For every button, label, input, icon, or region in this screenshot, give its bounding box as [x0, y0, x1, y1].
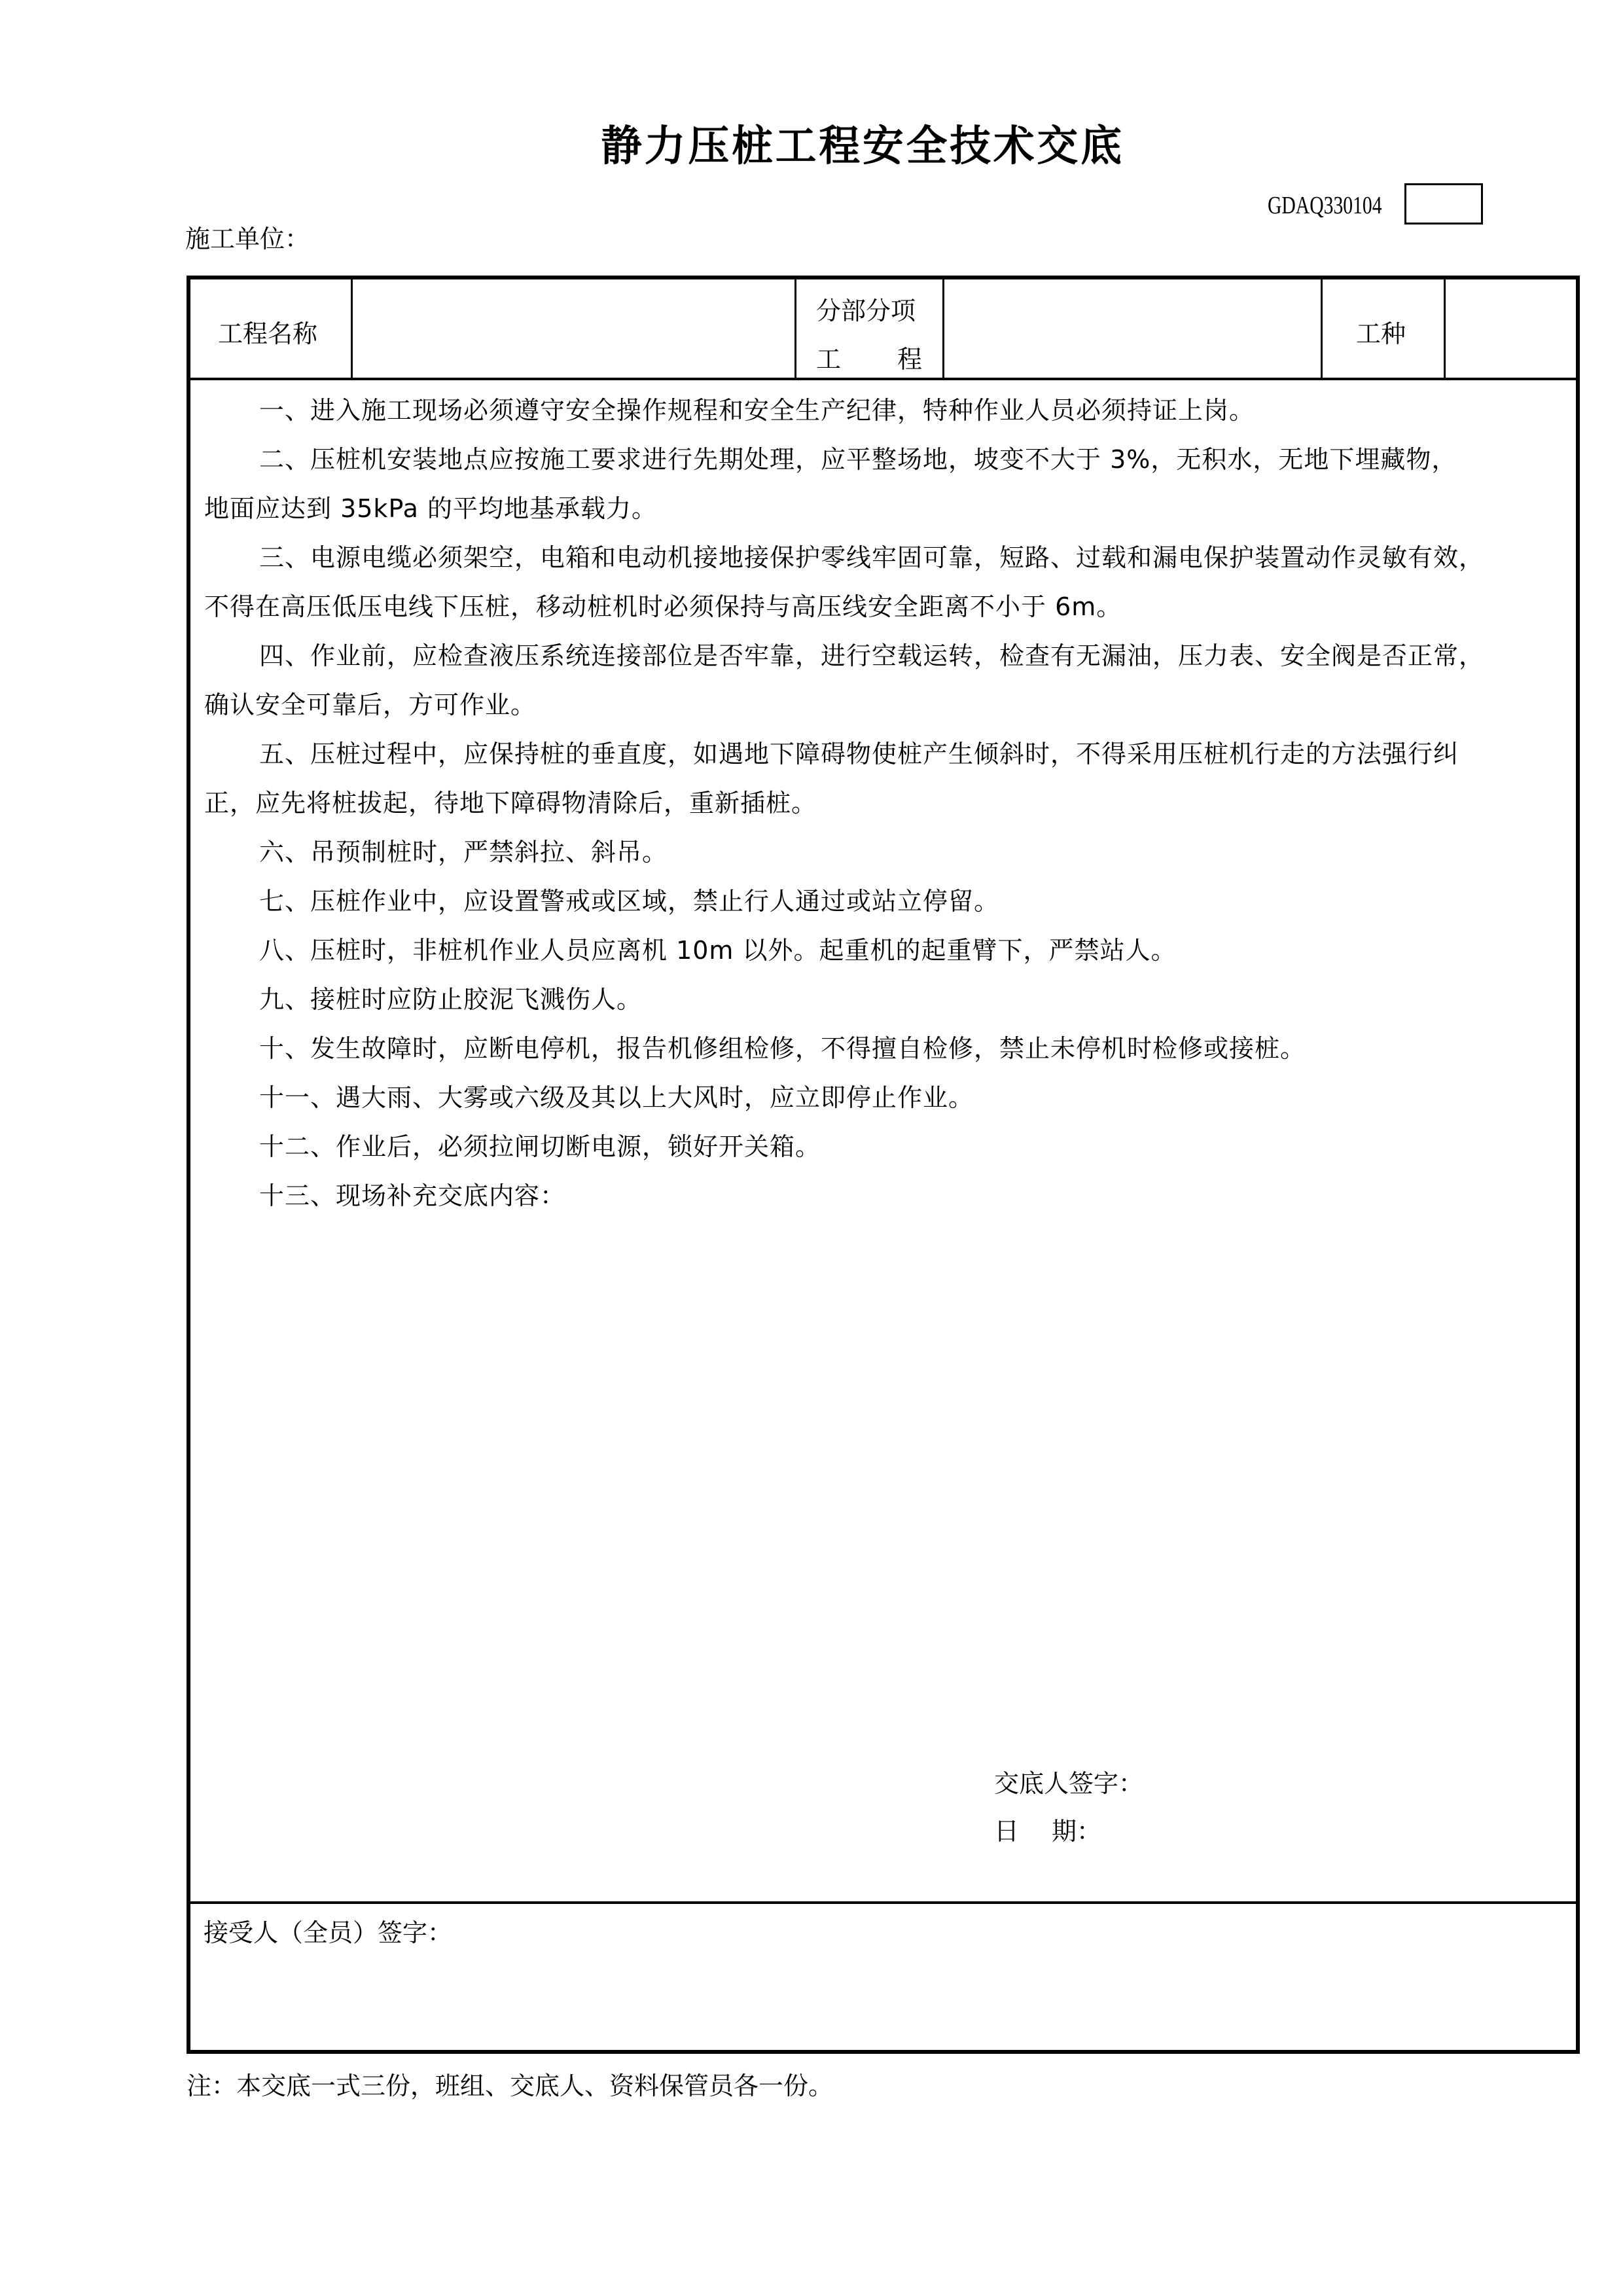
disclosure-table	[187, 276, 1580, 2054]
discloser-signature-field[interactable]	[1159, 1765, 1525, 1857]
body-line: 不得在高压低压电线下压桩，移动桩机时必须保持与高压线安全距离不小于 6m。	[204, 592, 1122, 621]
receiver-signature-field[interactable]	[204, 1955, 1558, 2040]
body-line: 地面应达到 35kPa 的平均地基承载力。	[204, 494, 658, 523]
header-divider	[794, 279, 796, 379]
body-line: 十、发生故障时，应断电停机，报告机修组检修，不得擅自检修，禁止未停机时检修或接桩。	[259, 1034, 1306, 1063]
header-divider	[351, 279, 353, 379]
body-line: 正，应先将桩拔起，待地下障碍物清除后，重新插桩。	[204, 789, 817, 817]
project-name-label: 工程名称	[218, 319, 318, 348]
discloser-signature-label: 交底人签字：	[994, 1769, 1144, 1798]
document-title: 静力压桩工程安全技术交底	[601, 122, 1124, 171]
sub-project-label-line2-right: 程	[897, 345, 923, 374]
body-line: 确认安全可靠后，方可作业。	[204, 691, 537, 719]
footer-note: 注：本交底一式三份，班组、交底人、资料保管员各一份。	[187, 2072, 834, 2100]
body-line: 五、压桩过程中，应保持桩的垂直度，如遇地下障碍物使桩产生倾斜时，不得采用压桩机行走的方法强行纠	[259, 740, 1459, 768]
body-line: 四、作业前，应检查液压系统连接部位是否牢靠，进行空载运转，检查有无漏油，压力表、安全阀是否正常，	[259, 641, 1485, 670]
body-line: 十三、现场补充交底内容：	[259, 1181, 566, 1210]
body-line: 三、电源电缆必须架空，电箱和电动机接地接保护零线牢固可靠，短路、过载和漏电保护装置动作灵敏有效，	[259, 543, 1485, 572]
body-line: 八、压桩时，非桩机作业人员应离机 10m 以外。起重机的起重臂下，严禁站人。	[259, 936, 1177, 965]
date-label-right: 期：	[1052, 1817, 1102, 1846]
body-line: 二、压桩机安装地点应按施工要求进行先期处理，应平整场地，坡变不大于 3%，无积水，无地下埋藏物，	[259, 445, 1457, 474]
header-divider	[942, 279, 944, 379]
receiver-signature-label: 接受人（全员）签字：	[204, 1918, 453, 1947]
sub-project-label-line2-left: 工	[816, 345, 842, 374]
sub-project-field[interactable]	[945, 279, 1320, 378]
body-line: 十一、遇大雨、大雾或六级及其以上大风时，应立即停止作业。	[259, 1083, 974, 1112]
body-line: 六、吊预制桩时，严禁斜拉、斜吊。	[259, 838, 668, 867]
body-line: 七、压桩作业中，应设置警戒或区域，禁止行人通过或站立停留。	[259, 887, 1000, 916]
work-type-label: 工种	[1356, 319, 1406, 348]
header-divider	[1321, 279, 1323, 379]
project-name-field[interactable]	[353, 279, 794, 378]
header-divider	[1444, 279, 1446, 379]
header-bottom-rule	[190, 378, 1576, 380]
document-code-box[interactable]	[1404, 183, 1483, 224]
work-type-field[interactable]	[1446, 279, 1576, 378]
body-line: 十二、作业后，必须拉闸切断电源，锁好开关箱。	[259, 1132, 821, 1161]
construction-unit-label: 施工单位：	[185, 224, 310, 253]
date-label-left: 日	[994, 1817, 1020, 1846]
receiver-section-rule	[190, 1901, 1576, 1904]
document-code: GDAQ330104	[1268, 192, 1382, 219]
sub-project-label-line1: 分部分项	[816, 296, 916, 325]
supplementary-content-area[interactable]	[204, 1222, 1559, 1746]
body-line: 一、进入施工现场必须遵守安全操作规程和安全生产纪律，特种作业人员必须持证上岗。	[259, 396, 1255, 425]
body-line: 九、接桩时应防止胶泥飞溅伤人。	[259, 985, 643, 1014]
